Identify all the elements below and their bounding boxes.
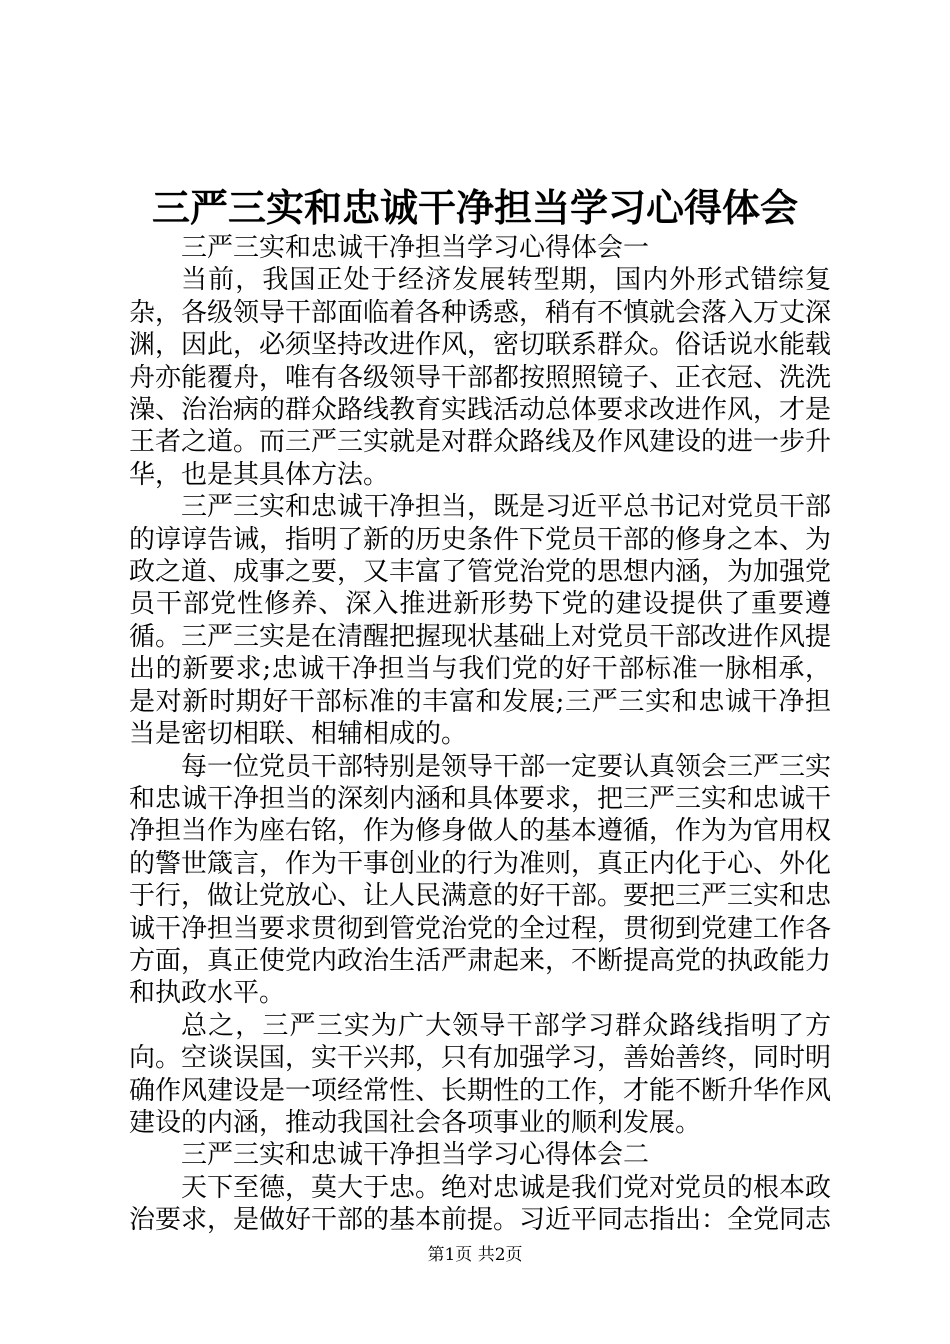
page-footer: 第1页 共2页: [427, 1245, 523, 1265]
paragraph: 天下至德，莫大于忠。绝对忠诚是我们党对党员的根本政治要求，是做好干部的基本前提。习近平同志指出：全党同志: [129, 1172, 832, 1236]
paragraph: 当前，我国正处于经济发展转型期，国内外形式错综复杂，各级领导干部面临着各种诱惑，稍有不慎就会落入万丈深渊，因此，必须坚持改进作风，密切联系群众。俗话说水能载舟亦能覆舟，唯有各级领导干部都按照照镜子、正衣冠、洗洗澡、治治病的群众路线教育实践活动总体要求改进作风，才是王者之道。而三严三实就是对群众路线及作风建设的进一步升华，也是其具体方法。: [129, 265, 832, 490]
section-heading-1: 三严三实和忠诚干净担当学习心得体会一: [181, 233, 650, 263]
paragraph: 每一位党员干部特别是领导干部一定要认真领会三严三实和忠诚干净担当的深刻内涵和具体要求，把三严三实和忠诚干净担当作为座右铭，作为修身做人的基本遵循，作为为官用权的警世箴言，作为干事创业的行为准则，真正内化于心、外化于行，做让党放心、让人民满意的好干部。要把三严三实和忠诚干净担当要求贯彻到管党治党的全过程，贯彻到党建工作各方面，真正使党内政治生活严肃起来，不断提高党的执政能力和执政水平。: [129, 751, 832, 1009]
document-body: [129, 232, 831, 1237]
document-title: 三严三实和忠诚干净担当学习心得体会: [151, 185, 798, 230]
section-heading-2: 三严三实和忠诚干净担当学习心得体会二: [181, 1140, 650, 1171]
paragraph: 总之，三严三实为广大领导干部学习群众路线指明了方向。空谈误国，实干兴邦，只有加强学习，善始善终，同时明确作风建设是一项经常性、长期性的工作，才能不断升华作风建设的内涵，推动我国社会各项事业的顺利发展。: [129, 1010, 832, 1138]
paragraph: 三严三实和忠诚干净担当，既是习近平总书记对党员干部的谆谆告诫，指明了新的历史条件下党员干部的修身之本、为政之道、成事之要，又丰富了管党治党的思想内涵，为加强党员干部党性修养、深入推进新形势下党的建设提供了重要遵循。三严三实是在清醒把握现状基础上对党员干部改进作风提出的新要求;忠诚干净担当与我们党的好干部标准一脉相承，是对新时期好干部标准的丰富和发展;三严三实和忠诚干净担当是密切相联、相辅相成的。: [129, 492, 832, 750]
